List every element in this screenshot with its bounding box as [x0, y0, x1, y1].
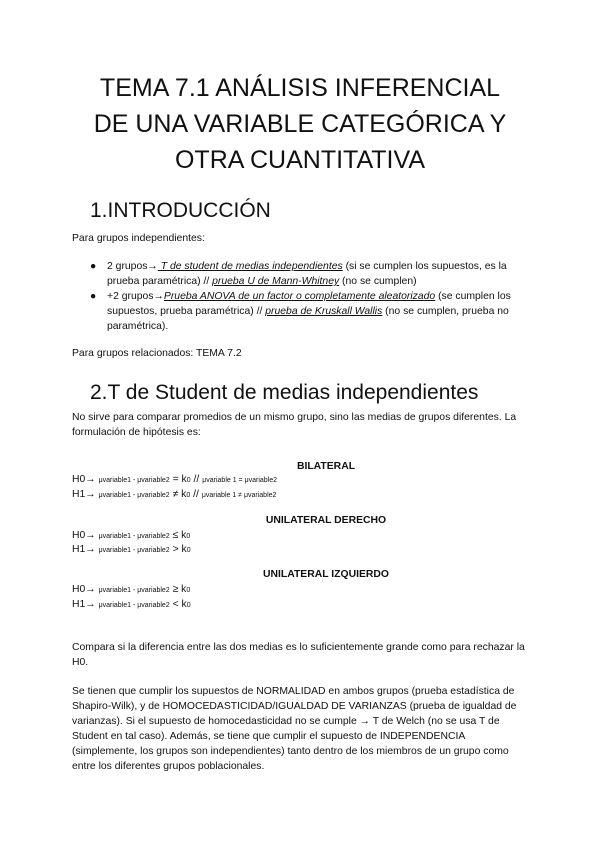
hyp-term: μvariable1 — [98, 492, 132, 499]
comparison-paragraph: Compara si la diferencia entre las dos medias es lo suficientemente grande como para rechazar la H0. — [72, 642, 525, 668]
hyp-subscript: 0 — [186, 602, 191, 609]
title-line-3: OTRA CUANTITATIVA — [174, 146, 425, 174]
hyp-term: μvariable2 — [137, 587, 170, 594]
section-heading-t-student: 2.T de Student de medias independientes — [90, 381, 479, 404]
hyp-op: > k — [169, 544, 187, 555]
hyp-lead: H1→ — [72, 489, 99, 500]
list-item — [72, 289, 528, 334]
hyp-subscript: 0 — [186, 477, 191, 484]
hyp-lead: H1→ — [72, 544, 99, 555]
hyp-op: = k — [169, 474, 187, 485]
title-line-2: DE UNA VARIABLE CATEGÓRICA Y — [93, 110, 507, 138]
hyp-op: ≠ k — [169, 489, 187, 500]
related-groups-note: Para grupos relacionados: TEMA 7.2 — [72, 348, 242, 359]
mann-whitney-link[interactable]: prueba U de Mann-Whitney — [212, 276, 340, 287]
hyp-op: = — [236, 477, 245, 484]
hyp-op: < k — [169, 599, 187, 610]
hyp-op: - — [131, 492, 138, 499]
page-title — [40, 70, 560, 178]
hyp-op: - — [131, 477, 138, 484]
bilateral-h0 — [72, 472, 528, 488]
hyp-term: μvariable2 — [137, 602, 170, 609]
hyp-term: μvariable2 — [243, 492, 277, 499]
hyp-op: - — [131, 602, 138, 609]
hyp-op: ≠ — [236, 492, 244, 499]
hyp-sep: // — [190, 489, 202, 500]
hyp-lead: H1→ — [72, 599, 99, 610]
anova-link[interactable]: Prueba ANOVA de un factor o completamente aleatorizado — [163, 291, 436, 302]
hyp-subscript: 0 — [186, 587, 191, 594]
unilateral-left-h0 — [72, 582, 528, 598]
hyp-term: μvariable2 — [137, 547, 170, 554]
hyp-term: μvariable2 — [244, 477, 278, 484]
hyp-subscript: 0 — [186, 547, 191, 554]
intro-independent-groups: Para grupos independientes: — [72, 233, 205, 244]
bullet-icon: ● — [90, 291, 97, 302]
hyp-subscript: 0 — [186, 533, 191, 540]
list-item — [72, 259, 528, 289]
hyp-term: μvariable1 — [98, 587, 132, 594]
list-item-text: (se cumplen los supuestos, prueba paramétrica) // — [107, 291, 511, 317]
list-item-suffix: (no se cumplen) — [339, 276, 417, 287]
hyp-term: μvariable2 — [137, 533, 170, 540]
unilateral-left-h1 — [72, 597, 528, 613]
hyp-term: μvariable1 — [98, 602, 132, 609]
bilateral-label: BILATERAL — [296, 461, 356, 472]
list-item-text: (si se cumplen los supuestos, es la prueba paramétrica) // — [107, 261, 507, 287]
hyp-term: μvariable2 — [137, 492, 170, 499]
hyp-term: μvariable 1 — [202, 477, 237, 484]
t-student-intro: No sirve para comparar promedios de un mismo grupo, sino las medias de grupos diferentes. La formulación de hipótesis es: — [72, 412, 517, 438]
list-item-suffix: (no se cumplen, prueba no paramétrica). — [107, 306, 509, 332]
hyp-term: μvariable 1 — [201, 492, 237, 499]
bilateral-h1 — [72, 487, 528, 503]
hyp-op: - — [131, 547, 138, 554]
hyp-op: - — [131, 533, 138, 540]
hyp-op: ≤ k — [169, 530, 187, 541]
hyp-term: μvariable1 — [98, 477, 132, 484]
hyp-term: μvariable1 — [98, 533, 132, 540]
section-heading-introduccion: 1.INTRODUCCIÓN — [90, 199, 271, 222]
hyp-term: μvariable1 — [98, 547, 132, 554]
unilateral-left-label: UNILATERAL IZQUIERDO — [262, 569, 390, 580]
hyp-sep: // — [190, 474, 203, 485]
hyp-op: ≥ k — [169, 584, 187, 595]
list-item-prefix: +2 grupos→ — [107, 291, 164, 302]
hyp-subscript: 0 — [186, 492, 191, 499]
unilateral-right-h1 — [72, 542, 528, 558]
list-item-prefix: 2 grupos→ — [107, 261, 158, 272]
hyp-lead: H0→ — [72, 474, 99, 485]
hyp-op: - — [131, 587, 138, 594]
assumptions-paragraph: Se tienen que cumplir los supuestos de NORMALIDAD en ambos grupos (prueba estadística de Shapiro-Wilk), y de HOMOCEDASTICIDAD/IGUALDAD DE VARIANZAS (prueba de igualdad de varianzas). Si el supuesto de homocedasticidad no se cumple → T de Welch (no se usa T de Student en tal caso). Además, se tiene que cumplir el supuesto de INDEPENDENCIA (simplemente, los grupos son independientes) tanto dentro de los miembros de un grupo como entre los diferentes grupos poblacionales. — [72, 686, 517, 772]
kruskall-wallis-link[interactable]: prueba de Kruskall Wallis — [265, 306, 383, 317]
bullet-icon: ● — [90, 261, 97, 272]
hyp-lead: H0→ — [72, 584, 99, 595]
hyp-term: μvariable2 — [137, 477, 170, 484]
hyp-lead: H0→ — [72, 530, 99, 541]
title-line-1: TEMA 7.1 ANÁLISIS INFERENCIAL — [99, 74, 501, 102]
t-student-link[interactable]: T de student de medias independientes — [157, 261, 343, 272]
unilateral-right-label: UNILATERAL DERECHO — [265, 515, 387, 526]
groups-list — [72, 259, 528, 334]
